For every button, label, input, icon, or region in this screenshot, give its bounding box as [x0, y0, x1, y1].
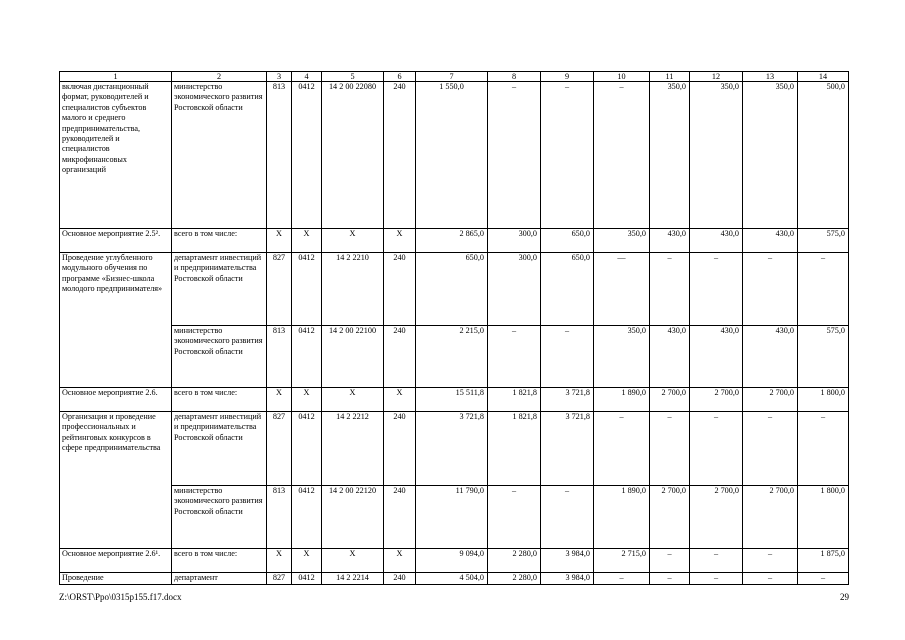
value-cell: –: [798, 253, 849, 326]
value-cell: –: [690, 573, 743, 585]
table-row: [60, 82, 849, 229]
value-cell: 2 215,0: [416, 326, 488, 388]
value-cell: 650,0: [541, 229, 594, 253]
value-cell: –: [594, 82, 650, 229]
value-cell: 827: [267, 253, 292, 326]
value-cell: 300,0: [488, 253, 541, 326]
value-cell: 2 700,0: [743, 486, 798, 549]
value-cell: X: [292, 388, 322, 412]
table-row: [60, 388, 849, 412]
value-cell: 0412: [292, 253, 322, 326]
value-cell: 2 700,0: [650, 486, 690, 549]
value-cell: 3 721,8: [416, 412, 488, 486]
column-number: 4: [292, 72, 322, 82]
value-cell: –: [650, 549, 690, 573]
column-number: 6: [384, 72, 416, 82]
value-cell: –: [541, 326, 594, 388]
value-cell: 0412: [292, 412, 322, 486]
column-number: 7: [416, 72, 488, 82]
value-cell: 240: [384, 82, 416, 229]
table-row: [60, 229, 849, 253]
activity-name-cell: включая дистанционный формат, руководителей и специалистов субъектов малого и среднего предпринимательства, руководителей и специалистов микрофинансовых организаций: [60, 82, 172, 229]
executor-cell: департамент: [172, 573, 267, 585]
executor-cell: министерство экономического развития Ростовской области: [172, 82, 267, 229]
value-cell: 827: [267, 412, 292, 486]
value-cell: 1 875,0: [798, 549, 849, 573]
table-row: [60, 326, 849, 388]
value-cell: 2 865,0: [416, 229, 488, 253]
value-cell: –: [541, 82, 594, 229]
value-cell: X: [267, 388, 292, 412]
value-cell: X: [322, 388, 384, 412]
value-cell: –: [690, 253, 743, 326]
value-cell: 240: [384, 412, 416, 486]
activity-name-cell: Основное мероприятие 2.6¹.: [60, 549, 172, 573]
activity-name-cell: Проведение: [60, 573, 172, 585]
value-cell: 1 550,0: [416, 82, 488, 229]
value-cell: 240: [384, 326, 416, 388]
value-cell: –: [743, 549, 798, 573]
column-number: 10: [594, 72, 650, 82]
value-cell: X: [322, 549, 384, 573]
value-cell: –: [650, 573, 690, 585]
value-cell: 350,0: [743, 82, 798, 229]
value-cell: 0412: [292, 82, 322, 229]
value-cell: 14 2 00 22080: [322, 82, 384, 229]
value-cell: 3 721,8: [541, 388, 594, 412]
value-cell: X: [384, 229, 416, 253]
column-number: 8: [488, 72, 541, 82]
value-cell: 813: [267, 486, 292, 549]
value-cell: 500,0: [798, 82, 849, 229]
value-cell: –: [541, 486, 594, 549]
table-row: [60, 486, 849, 549]
value-cell: 2 280,0: [488, 549, 541, 573]
value-cell: 240: [384, 486, 416, 549]
value-cell: –: [743, 412, 798, 486]
value-cell: –: [650, 253, 690, 326]
value-cell: 240: [384, 253, 416, 326]
value-cell: X: [292, 549, 322, 573]
value-cell: 430,0: [650, 326, 690, 388]
value-cell: 575,0: [798, 229, 849, 253]
value-cell: 813: [267, 326, 292, 388]
value-cell: –: [743, 253, 798, 326]
executor-cell: всего в том числе:: [172, 388, 267, 412]
value-cell: 3 984,0: [541, 549, 594, 573]
value-cell: 1 821,8: [488, 412, 541, 486]
activity-name-cell: Основное мероприятие 2.5².: [60, 229, 172, 253]
value-cell: 0412: [292, 326, 322, 388]
value-cell: 14 2 2212: [322, 412, 384, 486]
executor-cell: министерство экономического развития Ростовской области: [172, 326, 267, 388]
value-cell: 350,0: [594, 229, 650, 253]
column-number: 14: [798, 72, 849, 82]
executor-cell: департамент инвестиций и предпринимательства Ростовской области: [172, 253, 267, 326]
value-cell: 350,0: [594, 326, 650, 388]
column-number: 9: [541, 72, 594, 82]
value-cell: 827: [267, 573, 292, 585]
value-cell: 650,0: [416, 253, 488, 326]
value-cell: —: [594, 253, 650, 326]
value-cell: X: [267, 229, 292, 253]
table-row: [60, 573, 849, 585]
value-cell: 430,0: [743, 326, 798, 388]
column-number: 11: [650, 72, 690, 82]
value-cell: –: [488, 486, 541, 549]
activity-name-cell: Проведение углубленного модульного обучения по программе «Бизнес-школа молодого предпринимателя»: [60, 253, 172, 388]
value-cell: X: [292, 229, 322, 253]
value-cell: 430,0: [690, 229, 743, 253]
value-cell: 4 504,0: [416, 573, 488, 585]
value-cell: 3 721,8: [541, 412, 594, 486]
value-cell: 1 821,8: [488, 388, 541, 412]
value-cell: 14 2 2214: [322, 573, 384, 585]
value-cell: 2 700,0: [650, 388, 690, 412]
value-cell: –: [650, 412, 690, 486]
table-row: [60, 412, 849, 486]
table-row: [60, 549, 849, 573]
value-cell: X: [267, 549, 292, 573]
file-path-footer: Z:\ORST\Ppo\0315p155.f17.docx: [59, 592, 182, 602]
value-cell: 350,0: [690, 82, 743, 229]
executor-cell: всего в том числе:: [172, 229, 267, 253]
value-cell: 2 700,0: [690, 388, 743, 412]
value-cell: 2 700,0: [690, 486, 743, 549]
column-number: 12: [690, 72, 743, 82]
value-cell: 11 790,0: [416, 486, 488, 549]
column-number: 3: [267, 72, 292, 82]
value-cell: X: [384, 549, 416, 573]
activity-name-cell: Основное мероприятие 2.6.: [60, 388, 172, 412]
value-cell: –: [594, 412, 650, 486]
activity-name-cell: Организация и проведение профессиональных и рейтинговых конкурсов в сфере предпринимательства: [60, 412, 172, 549]
value-cell: 430,0: [650, 229, 690, 253]
value-cell: 0412: [292, 486, 322, 549]
value-cell: 350,0: [650, 82, 690, 229]
value-cell: 1 890,0: [594, 388, 650, 412]
value-cell: –: [594, 573, 650, 585]
value-cell: 1 800,0: [798, 388, 849, 412]
value-cell: 14 2 2210: [322, 253, 384, 326]
value-cell: –: [798, 573, 849, 585]
value-cell: 3 984,0: [541, 573, 594, 585]
executor-cell: всего в том числе:: [172, 549, 267, 573]
value-cell: 1 800,0: [798, 486, 849, 549]
column-number: 2: [172, 72, 267, 82]
value-cell: X: [322, 229, 384, 253]
value-cell: 9 094,0: [416, 549, 488, 573]
column-number: 1: [60, 72, 172, 82]
value-cell: 650,0: [541, 253, 594, 326]
budget-table: [59, 71, 849, 585]
value-cell: 14 2 00 22120: [322, 486, 384, 549]
value-cell: X: [384, 388, 416, 412]
column-number: 13: [743, 72, 798, 82]
value-cell: 575,0: [798, 326, 849, 388]
value-cell: –: [690, 549, 743, 573]
value-cell: 430,0: [690, 326, 743, 388]
table-row: [60, 253, 849, 326]
value-cell: –: [488, 326, 541, 388]
value-cell: 15 511,8: [416, 388, 488, 412]
value-cell: –: [798, 412, 849, 486]
value-cell: 430,0: [743, 229, 798, 253]
column-number: 5: [322, 72, 384, 82]
page-number: 29: [840, 592, 849, 602]
value-cell: 14 2 00 22100: [322, 326, 384, 388]
value-cell: 240: [384, 573, 416, 585]
value-cell: 813: [267, 82, 292, 229]
value-cell: 1 890,0: [594, 486, 650, 549]
value-cell: –: [488, 82, 541, 229]
value-cell: 2 280,0: [488, 573, 541, 585]
value-cell: –: [690, 412, 743, 486]
value-cell: 300,0: [488, 229, 541, 253]
column-number-row: [60, 72, 849, 82]
value-cell: 2 715,0: [594, 549, 650, 573]
executor-cell: департамент инвестиций и предпринимательства Ростовской области: [172, 412, 267, 486]
value-cell: 0412: [292, 573, 322, 585]
value-cell: –: [743, 573, 798, 585]
value-cell: 2 700,0: [743, 388, 798, 412]
executor-cell: министерство экономического развития Ростовской области: [172, 486, 267, 549]
